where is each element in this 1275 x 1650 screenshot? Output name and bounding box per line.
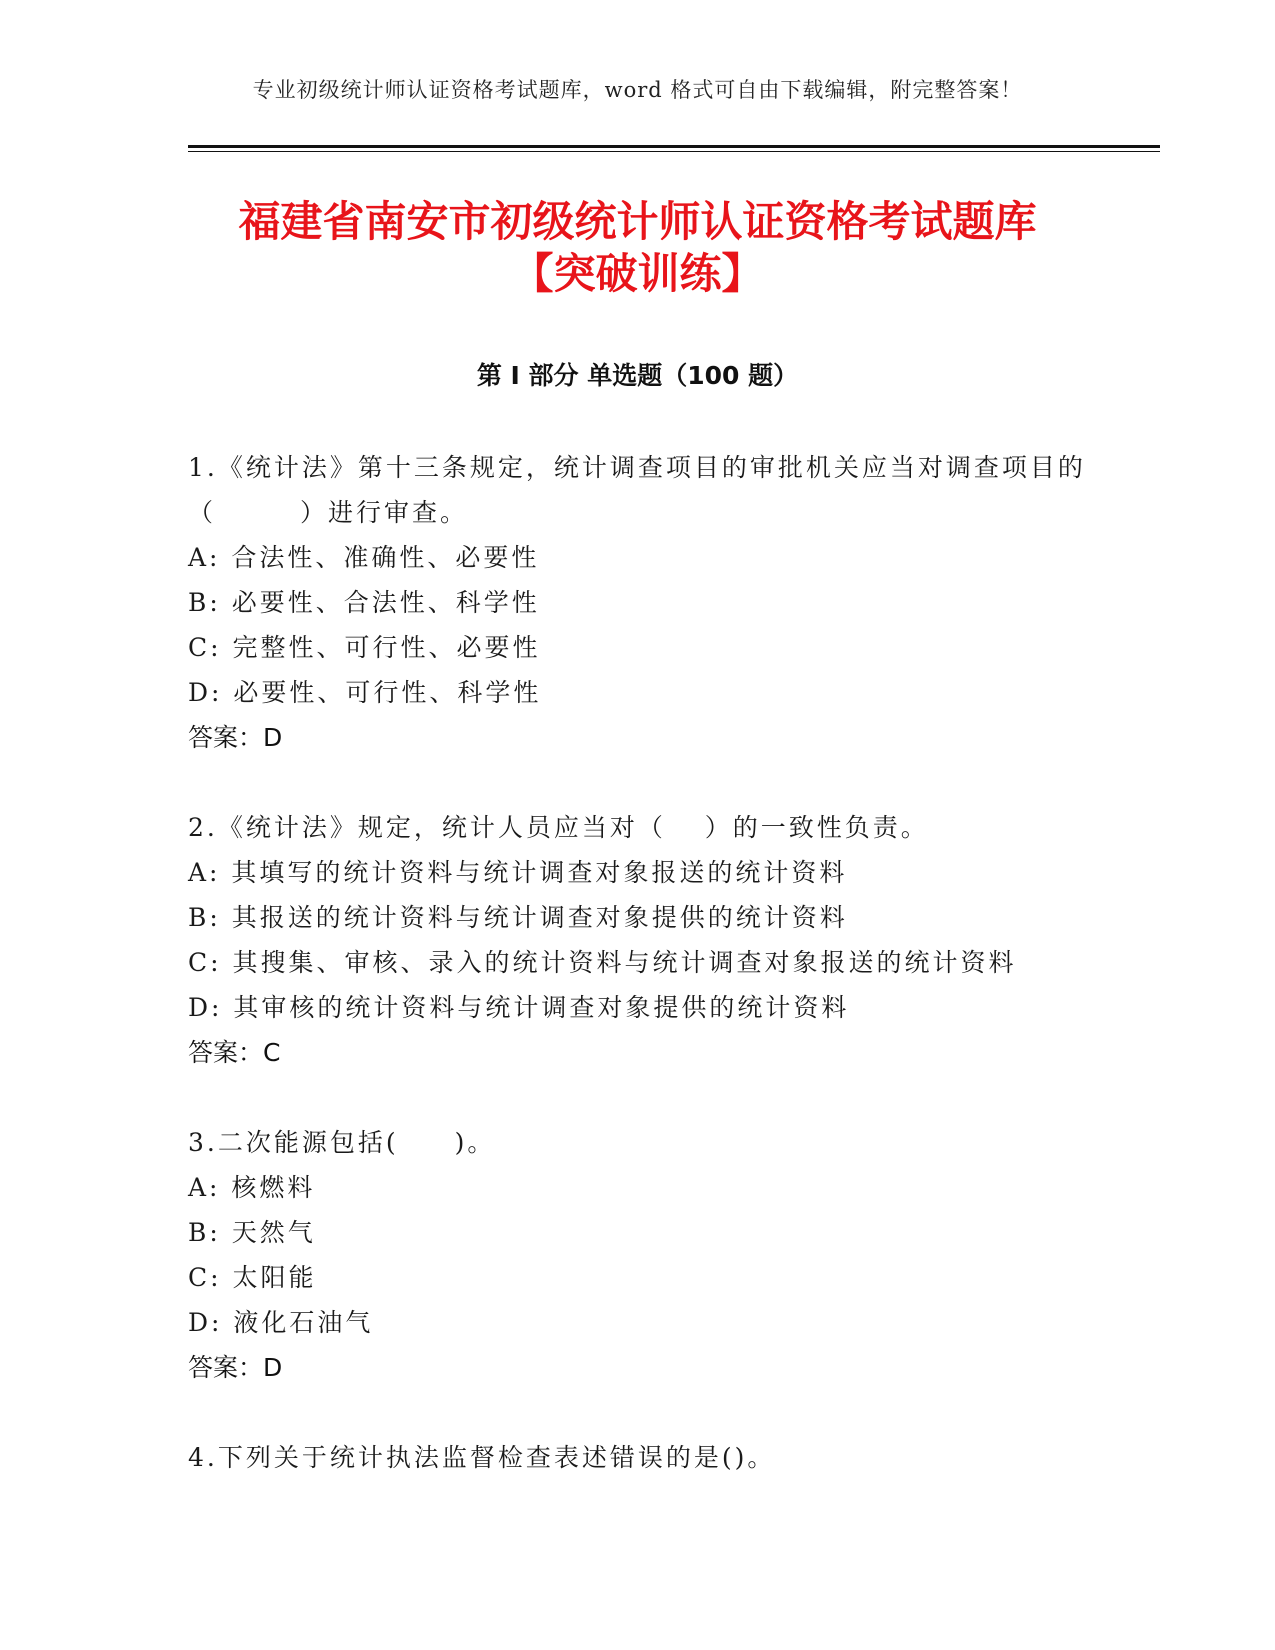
option-a: A: 其填写的统计资料与统计调查对象报送的统计资料: [188, 858, 848, 887]
option-d: D: 必要性、可行性、科学性: [188, 678, 542, 707]
title-line-2: 【突破训练】: [511, 249, 764, 298]
option-a: A: 合法性、准确性、必要性: [188, 543, 540, 572]
question-1: [188, 445, 1088, 760]
option-c: C: 完整性、可行性、必要性: [188, 633, 541, 662]
header-rule-thick: [188, 145, 1160, 148]
option-b: B: 其报送的统计资料与统计调查对象提供的统计资料: [188, 903, 848, 932]
question-2: [188, 805, 1088, 1075]
option-b: B: 必要性、合法性、科学性: [188, 588, 540, 617]
title-line-1: 福建省南安市初级统计师认证资格考试题库: [238, 197, 1037, 246]
option-d: D: 液化石油气: [188, 1308, 374, 1337]
answer: 答案：D: [188, 1353, 283, 1382]
option-c: C: 太阳能: [188, 1263, 317, 1292]
question-text: 2.《统计法》规定，统计人员应当对（ ）的一致性负责。: [188, 813, 929, 842]
question-4: [188, 1435, 1088, 1480]
option-c: C: 其搜集、审核、录入的统计资料与统计调查对象报送的统计资料: [188, 948, 1017, 977]
section-title: 第 I 部分 单选题（100 题）: [476, 361, 799, 390]
header-note: 专业初级统计师认证资格考试题库，word 格式可自由下载编辑，附完整答案！: [252, 78, 1023, 102]
option-d: D: 其审核的统计资料与统计调查对象提供的统计资料: [188, 993, 850, 1022]
header-rule-thin: [188, 151, 1160, 152]
question-3: [188, 1120, 1088, 1390]
option-a: A: 核燃料: [188, 1173, 316, 1202]
question-list: [188, 445, 1088, 1525]
question-text: 1.《统计法》第十三条规定，统计调查项目的审批机关应当对调查项目的（ ）进行审查。: [188, 453, 1086, 527]
answer: 答案：D: [188, 723, 283, 752]
question-text: 4.下列关于统计执法监督检查表述错误的是()。: [188, 1443, 776, 1472]
option-b: B: 天然气: [188, 1218, 316, 1247]
question-text: 3.二次能源包括( )。: [188, 1128, 496, 1157]
document-title: [140, 196, 1135, 300]
answer: 答案：C: [188, 1038, 281, 1067]
